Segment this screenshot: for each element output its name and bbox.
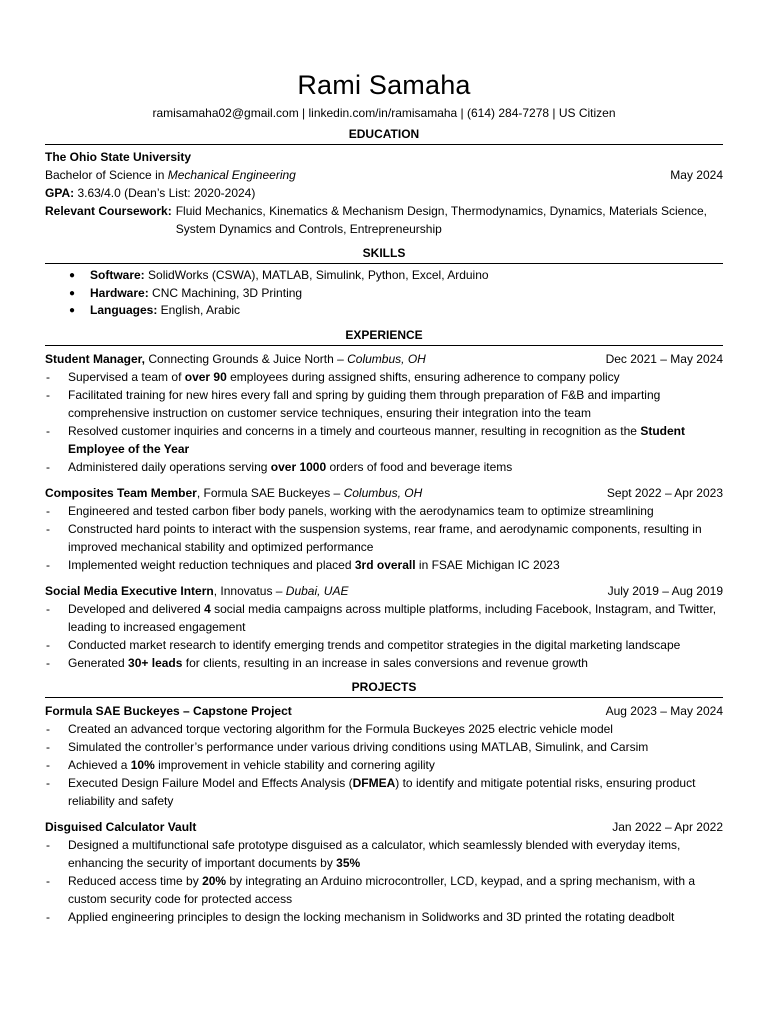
skills-block: [45, 267, 723, 320]
entry-header: [45, 484, 723, 502]
bullet-item: [45, 636, 723, 654]
section-title-projects: PROJECTS: [45, 680, 723, 698]
bullet-text: Created an advanced torque vectoring algorithm for the Formula Buckeyes 2025 electric vehicle model: [68, 721, 613, 736]
bullet-highlight: 10%: [130, 757, 155, 772]
experience-entry: [45, 582, 723, 672]
bullet-item: [45, 774, 723, 810]
entry-date: Sept 2022 – Apr 2023: [606, 485, 723, 500]
entry-header: [45, 702, 723, 720]
coursework: [45, 202, 723, 238]
organization: Connecting Grounds & Juice North –: [145, 351, 348, 366]
projects-list: [45, 702, 723, 926]
contact-line: ramisamaha02@gmail.com | linkedin.com/in/ramisamaha | (614) 284-7278 | US Citizen: [152, 106, 616, 120]
bullet-text: Resolved customer inquiries and concerns in a timely and courteous manner, resulting in recognition as the: [68, 423, 641, 438]
bullet-text: Designed a multifunctional safe prototype disguised as a calculator, which seamlessly blended with everyday items, enhancing the security of important documents by: [68, 837, 681, 870]
bullet-text: Generated: [68, 655, 129, 670]
degree-major: Mechanical Engineering: [167, 168, 296, 182]
bullet-text: improvement in vehicle stability and cornering agility: [154, 757, 435, 772]
bullet-item: [45, 556, 723, 574]
skills-list: [45, 267, 723, 320]
bullet-item: [45, 368, 723, 386]
entry-date: Jan 2022 – Apr 2022: [612, 819, 723, 834]
bullet-item: [45, 458, 723, 476]
bullet-list: [45, 600, 723, 672]
skill-label: Languages:: [90, 303, 158, 317]
candidate-name: Rami Samaha: [297, 70, 471, 100]
bullet-item: [45, 720, 723, 738]
bullet-highlight: over 90: [184, 369, 227, 384]
bullet-item: [45, 738, 723, 756]
skill-value: SolidWorks (CSWA), MATLAB, Simulink, Python, Excel, Arduino: [144, 268, 489, 282]
location: Columbus, OH: [343, 485, 423, 500]
coursework-label: Relevant Coursework:: [45, 204, 172, 218]
experience-entry: [45, 350, 723, 476]
bullet-text: ) to identify and mitigate potential risks, ensuring product reliability and safety: [68, 775, 696, 808]
resume-page: [45, 68, 723, 926]
entry-title: [45, 582, 608, 600]
bullet-text: Developed and delivered: [68, 601, 205, 616]
bullet-highlight: DFMEA: [352, 775, 396, 790]
bullet-highlight: 3rd overall: [354, 557, 416, 572]
skill-item: [45, 302, 723, 320]
project-entry: [45, 702, 723, 810]
role-title: Student Manager,: [45, 351, 146, 366]
education-block: [45, 148, 723, 238]
experience-entry: [45, 484, 723, 574]
project-title: Disguised Calculator Vault: [45, 819, 197, 834]
skill-item: [45, 267, 723, 285]
bullet-item: [45, 908, 723, 926]
bullet-highlight: over 1000: [270, 459, 327, 474]
degree: Bachelor of Science in Mechanical Engineering: [45, 168, 296, 182]
bullet-item: [45, 872, 723, 908]
skill-item: [45, 285, 723, 303]
bullet-highlight: Student Employee of the Year: [68, 423, 685, 456]
location: Dubai, UAE: [285, 583, 349, 598]
role-title: Composites Team Member: [45, 485, 197, 500]
bullet-highlight: 35%: [336, 855, 361, 870]
section-title-experience: EXPERIENCE: [45, 328, 723, 346]
bullet-text: social media campaigns across multiple platforms, including Facebook, Instagram, and Twitter, leading to increased engagement: [68, 601, 717, 634]
bullet-text: for clients, resulting in an increase in sales conversions and revenue growth: [182, 655, 588, 670]
bullet-highlight: 4: [204, 601, 211, 616]
bullet-text: Conducted market research to identify emerging trends and competitor strategies in the digital marketing landscape: [68, 637, 681, 652]
skill-value: CNC Machining, 3D Printing: [148, 285, 303, 300]
role-title: Social Media Executive Intern: [45, 583, 214, 598]
bullet-text: Supervised a team of: [68, 369, 185, 384]
entry-header: [45, 350, 723, 368]
bullet-item: [45, 386, 723, 422]
entry-date: July 2019 – Aug 2019: [607, 583, 723, 598]
bullet-text: Facilitated training for new hires every fall and spring by guiding them through preparation of F&B and imparting comprehensive instruction on customer service techniques, ensuring their integration into the team: [68, 387, 661, 420]
skill-value: English, Arabic: [157, 303, 241, 317]
entry-title: [45, 484, 607, 502]
bullet-item: [45, 756, 723, 774]
school-name: The Ohio State University: [45, 150, 192, 164]
entry-date: Aug 2023 – May 2024: [605, 703, 723, 718]
skill-label: Hardware:: [90, 285, 149, 300]
coursework-list: Fluid Mechanics, Kinematics & Mechanism Design, Thermodynamics, Dynamics, Materials Science, System Dynamics and Controls, Entrepreneurship: [175, 204, 708, 236]
bullet-text: Administered daily operations serving: [68, 459, 271, 474]
bullet-text: Engineered and tested carbon fiber body panels, working with the aerodynamics team to optimize streamlining: [68, 503, 654, 518]
bullet-text: Applied engineering principles to design the locking mechanism in Solidworks and 3D printed the rotating deadbolt: [68, 909, 675, 924]
graduation-date: May 2024: [670, 168, 723, 182]
entry-header: [45, 818, 723, 836]
bullet-item: [45, 600, 723, 636]
experience-list: [45, 350, 723, 672]
bullet-text: employees during assigned shifts, ensuring adherence to company policy: [226, 369, 620, 384]
organization: , Formula SAE Buckeyes –: [196, 485, 344, 500]
skill-label: Software:: [90, 268, 145, 282]
bullet-item: [45, 422, 723, 458]
project-title: Formula SAE Buckeyes – Capstone Project: [45, 703, 292, 718]
bullet-text: by integrating an Arduino microcontroller, LCD, keypad, and a spring mechanism, with a custom security code for protected access: [68, 873, 696, 906]
bullet-text: orders of food and beverage items: [326, 459, 513, 474]
section-title-education: EDUCATION: [45, 127, 723, 145]
bullet-text: Achieved a: [68, 757, 131, 772]
gpa: GPA: 3.63/4.0 (Dean’s List: 2020-2024): [45, 186, 256, 200]
bullet-item: [45, 502, 723, 520]
bullet-list: [45, 368, 723, 476]
entry-date: Dec 2021 – May 2024: [605, 351, 723, 366]
entry-header: [45, 582, 723, 600]
bullet-list: [45, 836, 723, 926]
bullet-highlight: 20%: [202, 873, 227, 888]
section-title-skills: SKILLS: [45, 246, 723, 264]
entry-title: [45, 350, 606, 368]
location: Columbus, OH: [347, 351, 426, 366]
bullet-item: [45, 520, 723, 556]
bullet-list: [45, 502, 723, 574]
bullet-text: Simulated the controller’s performance under various driving conditions using MATLAB, Simulink, and Carsim: [68, 739, 649, 754]
organization: , Innovatus –: [213, 583, 286, 598]
bullet-text: Constructed hard points to interact with the suspension systems, rear frame, and aerodynamic components, resulting in improved mechanical stability and optimized performance: [68, 521, 702, 554]
bullet-highlight: 30+ leads: [128, 655, 183, 670]
bullet-text: Executed Design Failure Model and Effects Analysis (: [68, 775, 353, 790]
bullet-text: Implemented weight reduction techniques and placed: [68, 557, 355, 572]
project-entry: [45, 818, 723, 926]
bullet-list: [45, 720, 723, 810]
bullet-item: [45, 654, 723, 672]
bullet-text: Reduced access time by: [68, 873, 203, 888]
bullet-text: in FSAE Michigan IC 2023: [415, 557, 560, 572]
bullet-item: [45, 836, 723, 872]
